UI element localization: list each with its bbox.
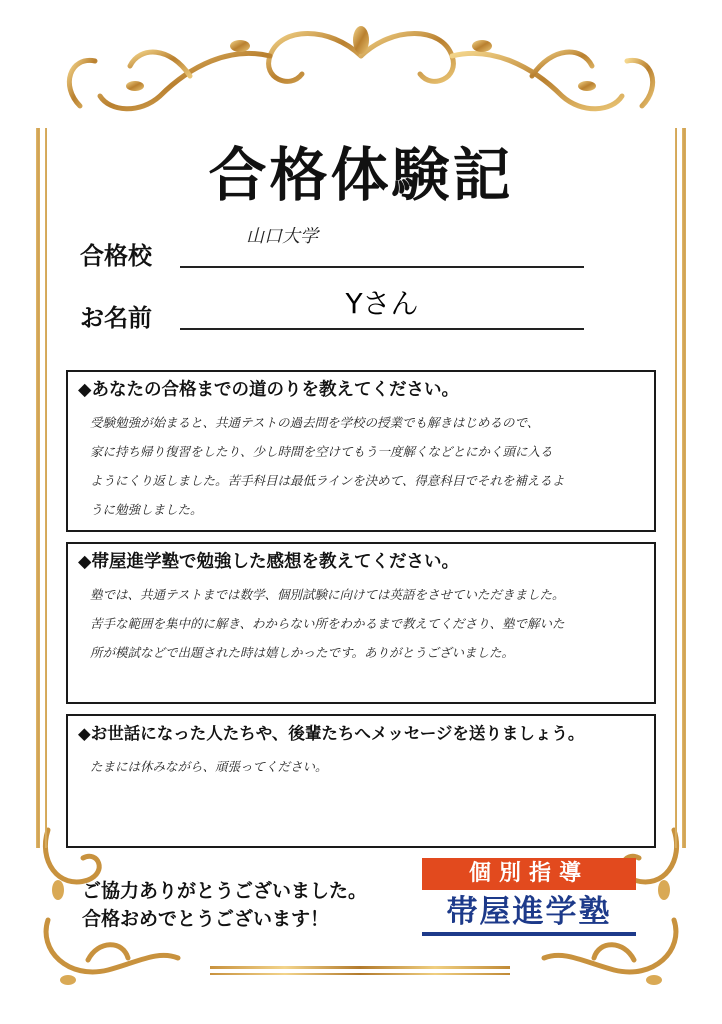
answer-line: 塾では、共通テストまでは数学、個別試験に向けては英語をさせていただきました。 [90,587,565,602]
question-title: ◆あなたの合格までの道のりを教えてください。 [78,380,459,400]
name-label: お名前 [80,304,152,332]
answer-line: 家に持ち帰り復習をしたり、少し時間を空けてもう一度解くなどとにかく頭に入る [90,444,553,459]
top-ornament [40,16,682,128]
question-box-impression [66,542,656,704]
school-underline [180,266,584,268]
frame-right-inner [675,128,677,848]
answer-line: 所が模試などで出題された時は嬉しかったです。ありがとうございました。 [90,645,515,660]
question-title: ◆帯屋進学塾で勉強した感想を教えてください。 [78,552,459,572]
answer-text [90,580,636,667]
answer-line: 受験勉強が始まると、共通テストの過去問を学校の授業でも解きはじめるので、 [90,415,540,430]
frame-left-inner [45,128,47,848]
frame-bottom-outer [210,966,510,969]
frame-left-outer [36,128,40,848]
answer-text [90,752,636,781]
answer-line: 苦手な範囲を集中的に解き、わからない所をわかるまで教えてくださり、塾で解いた [90,616,565,631]
answer-text [90,408,636,524]
thanks-line-2: 合格おめでとうございます！ [82,908,330,930]
name-value: Yさん [345,287,419,320]
question-box-journey [66,370,656,532]
thanks-line-1: ご協力ありがとうございました。 [82,880,368,902]
answer-line: うに勉強しました。 [90,502,203,517]
logo-top-text: 個別指導 [422,858,636,890]
frame-right-outer [682,128,686,848]
page-title: 合格体験記 [208,141,514,209]
frame-bottom-inner [210,973,510,975]
name-underline [180,328,584,330]
question-box-message [66,714,656,848]
school-logo [422,858,636,936]
school-value: 山口大学 [246,226,318,247]
answer-line: ようにくり返しました。苦手科目は最低ラインを決めて、得意科目でそれを補えるよ [90,473,565,488]
school-label: 合格校 [80,242,152,270]
logo-bottom-text: 帯屋進学塾 [422,892,636,936]
question-title: ◆お世話になった人たちや、後輩たちへメッセージを送りましょう。 [78,724,585,743]
answer-line: たまには休みながら、頑張ってください。 [90,759,328,774]
